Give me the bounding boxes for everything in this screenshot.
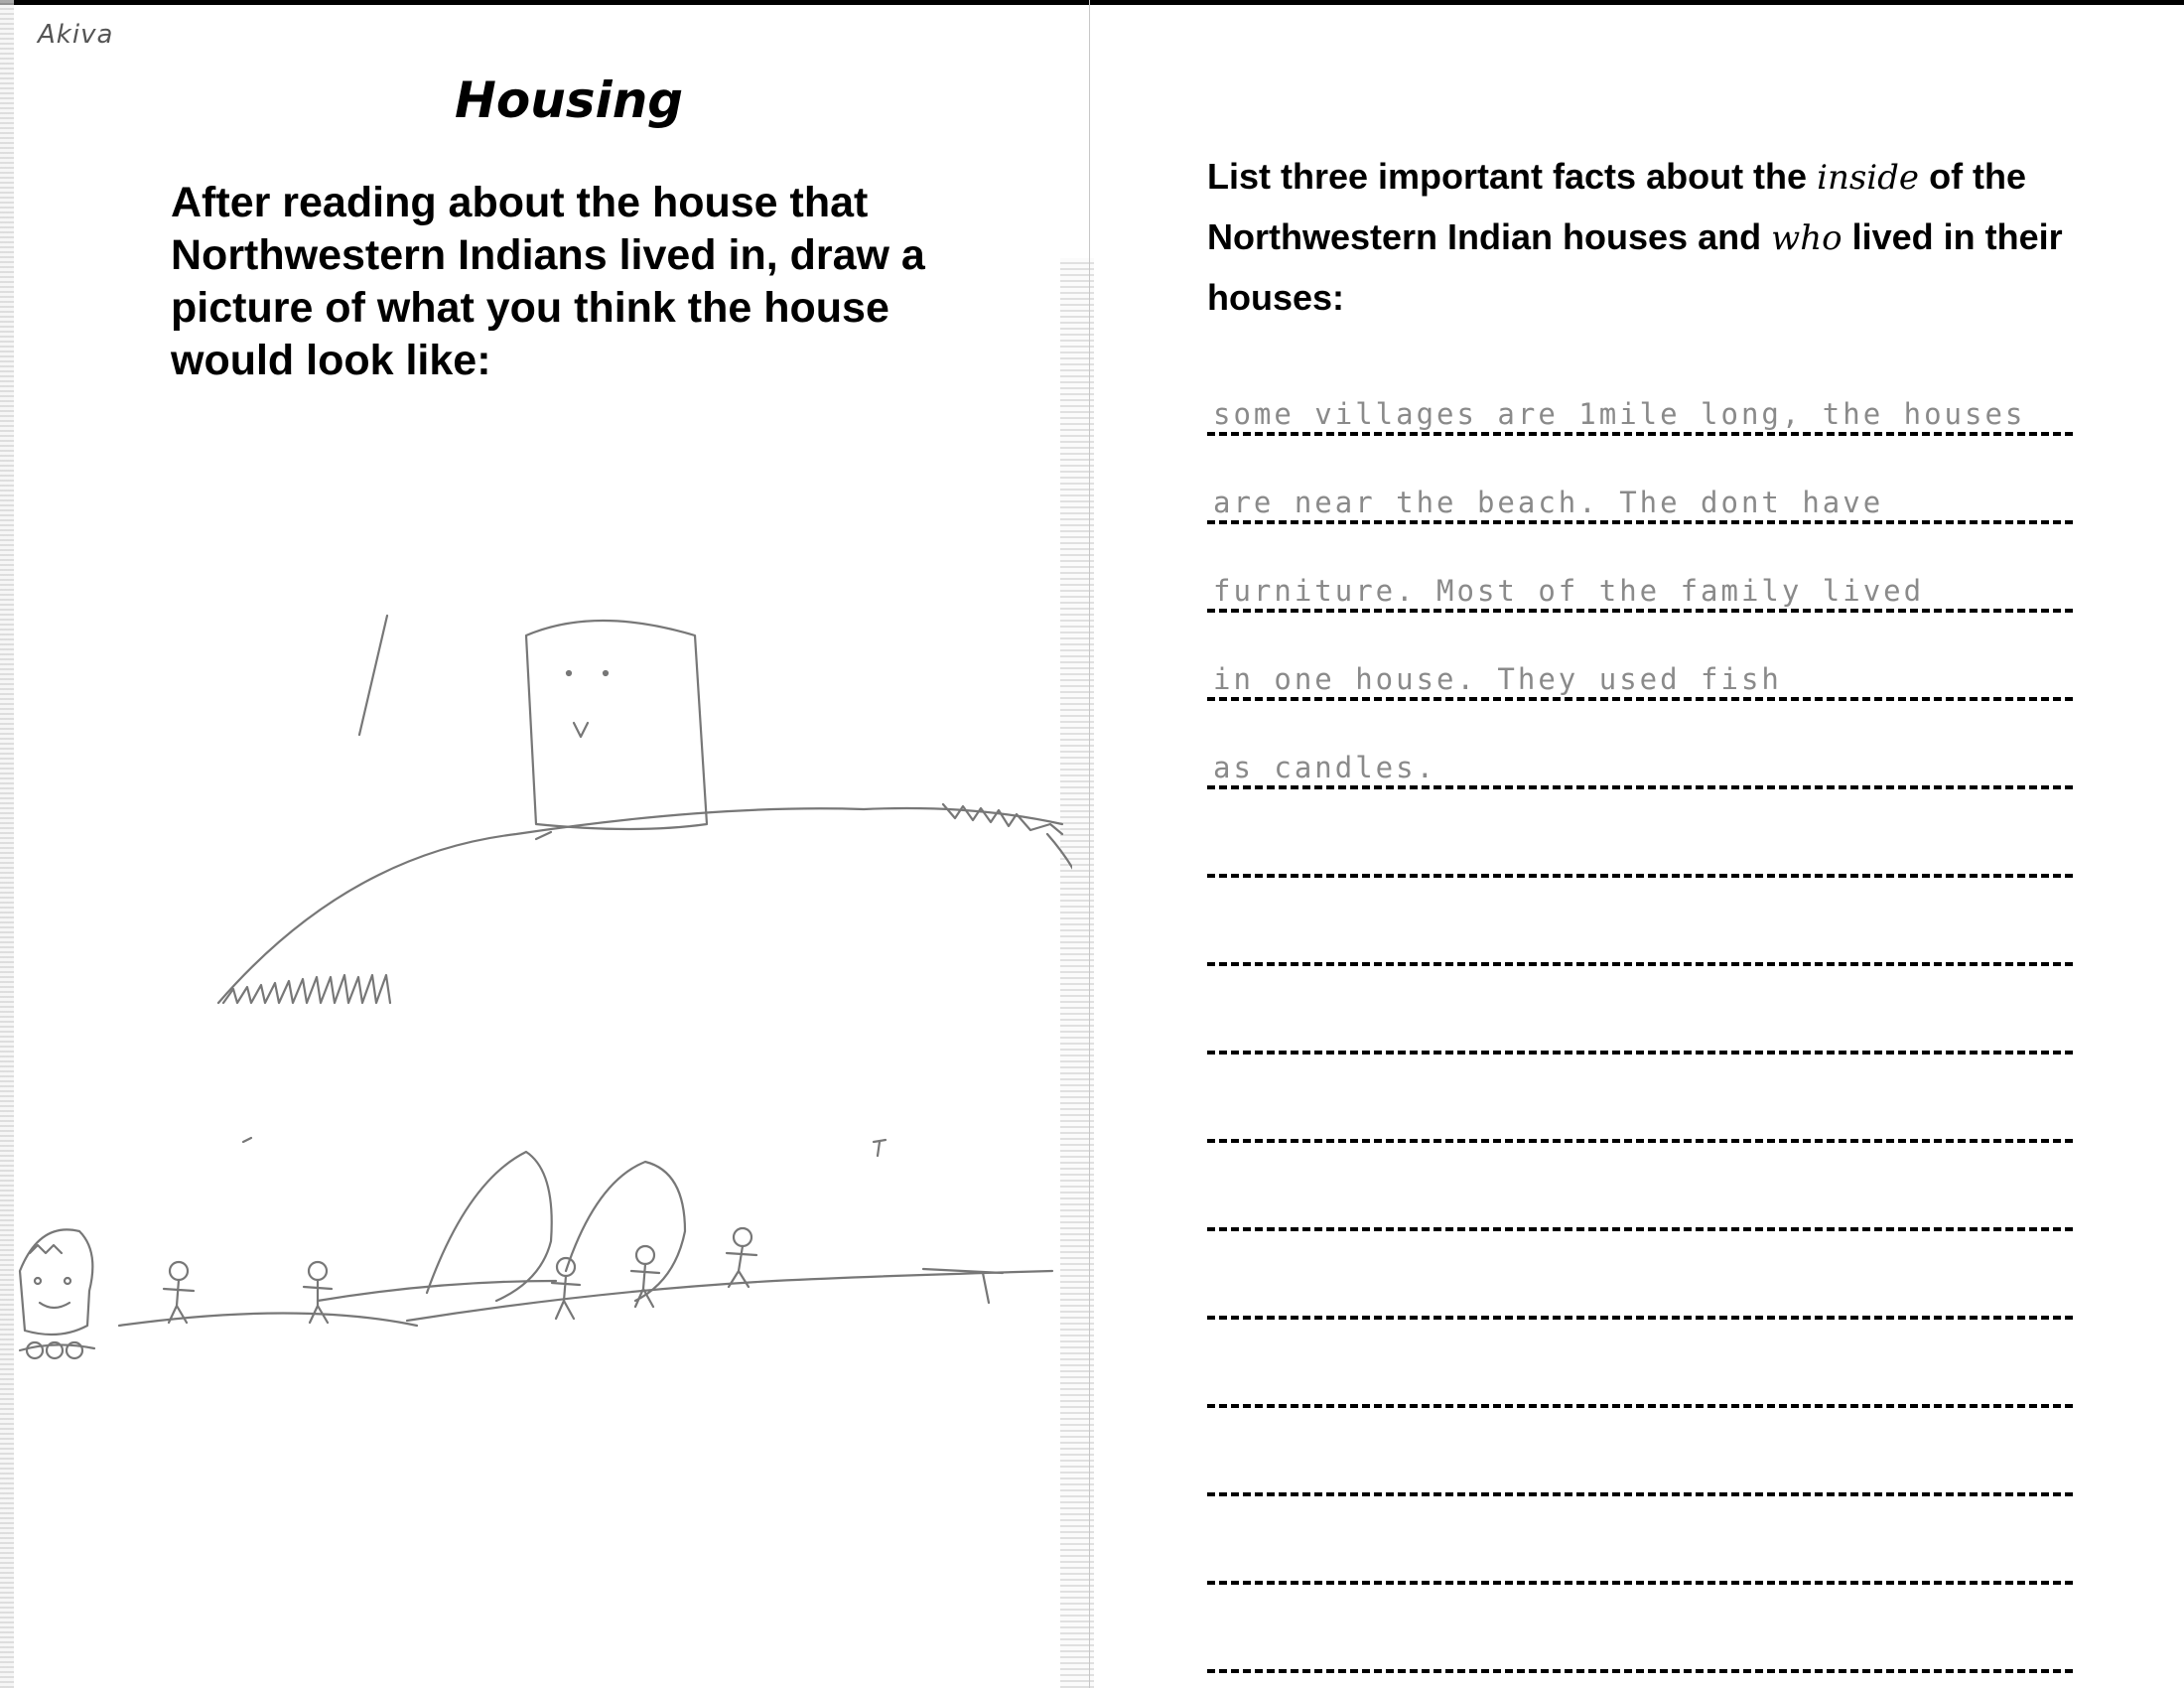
answer-line[interactable] <box>1207 1055 2073 1143</box>
facts-prompt-part-3: lived in their houses: <box>1207 216 2063 318</box>
answer-lines <box>1207 348 2073 1673</box>
facts-prompt-part-1: List three important facts about the <box>1207 156 1808 197</box>
facts-prompt-handwritten-who: who <box>1771 218 1843 258</box>
facts-prompt <box>1207 147 2101 327</box>
answer-line[interactable] <box>1207 701 2073 789</box>
facts-prompt-handwritten-inside: inside <box>1817 158 1920 198</box>
answer-line[interactable] <box>1207 524 2073 613</box>
facts-prompt-part-2: of the Northwestern Indian houses and <box>1207 156 2027 257</box>
answer-line[interactable] <box>1207 789 2073 878</box>
handwritten-answer: in one house. They used fish <box>1213 662 1782 696</box>
answer-line[interactable] <box>1207 613 2073 701</box>
answer-line[interactable] <box>1207 1496 2073 1585</box>
handwritten-answer: are near the beach. The dont have <box>1213 486 1884 519</box>
answer-line[interactable] <box>1207 1143 2073 1231</box>
answer-line[interactable] <box>1207 966 2073 1055</box>
student-name: Akiva <box>38 20 114 50</box>
answer-line[interactable] <box>1207 1585 2073 1673</box>
answer-line[interactable] <box>1207 436 2073 524</box>
house-drawing <box>0 586 1072 1380</box>
handwritten-answer: some villages are 1mile long, the houses <box>1213 397 2026 431</box>
page-top-edge <box>0 0 2184 5</box>
answer-line[interactable] <box>1207 348 2073 436</box>
answer-line[interactable] <box>1207 1408 2073 1496</box>
page-fold-line <box>1089 0 1090 1688</box>
answer-line[interactable] <box>1207 878 2073 966</box>
page-title: Housing <box>455 71 684 129</box>
answer-line[interactable] <box>1207 1320 2073 1408</box>
handwritten-answer: furniture. Most of the family lived <box>1213 574 1925 608</box>
handwritten-answer: as candles. <box>1213 751 1437 784</box>
answer-line[interactable] <box>1207 1231 2073 1320</box>
drawing-prompt: After reading about the house that Northwestern Indians lived in, draw a picture of what you think the house would look like: <box>171 179 925 384</box>
